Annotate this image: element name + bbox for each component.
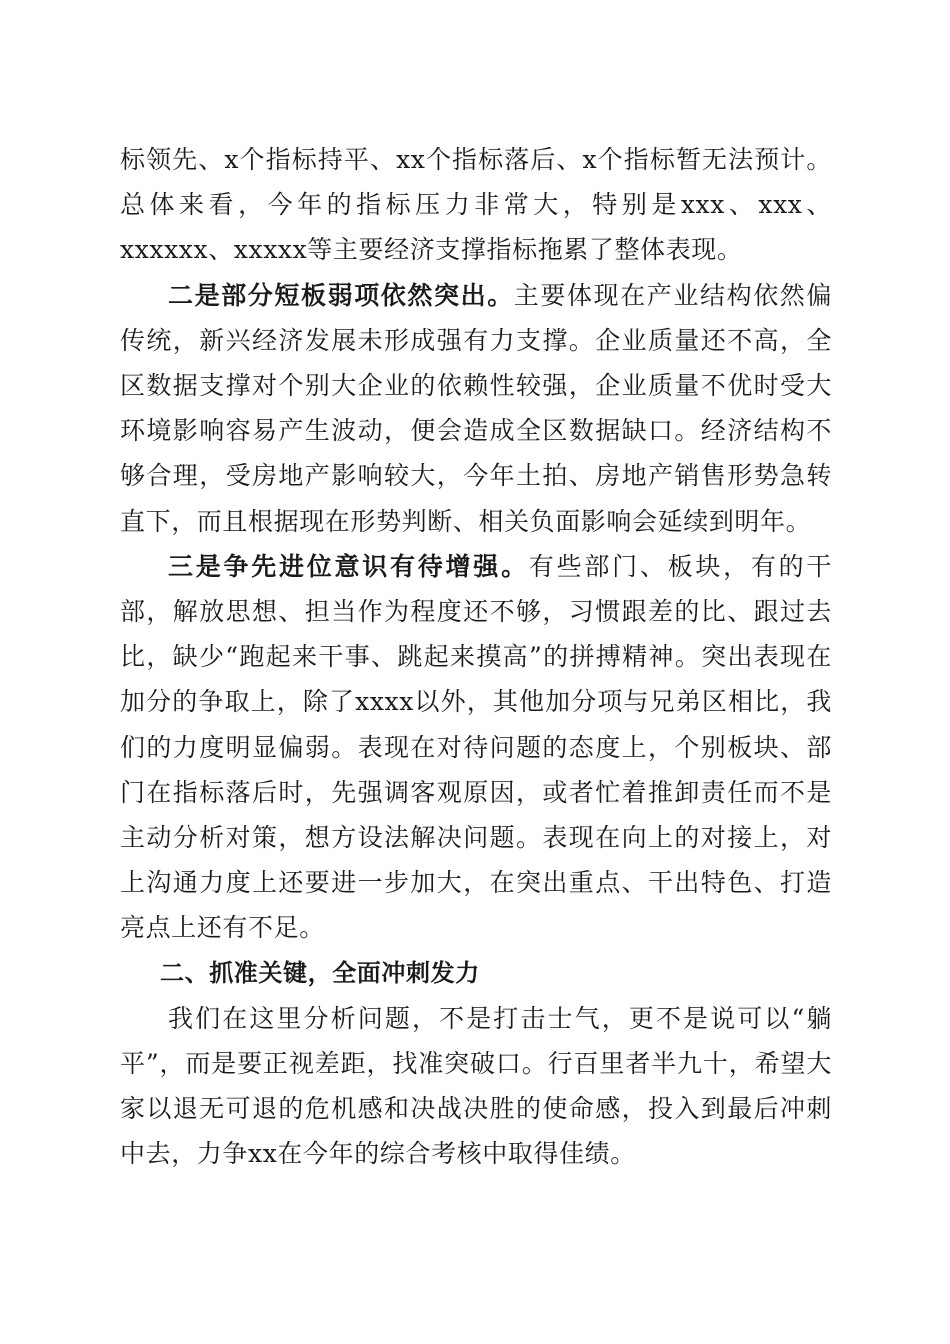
paragraph-point-two [120, 273, 832, 544]
document-body [120, 137, 832, 1177]
paragraph-point-three [120, 544, 832, 951]
paragraph-closing: 我们在这里分析问题，不是打击士气，更不是说可以“躺平”，而是要正视差距，找准突破口。行百里者半九十，希望大家以退无可退的危机感和决战决胜的使命感，投入到最后冲刺中去，力争xx在今年的综合考核中取得佳绩。 [120, 1003, 832, 1169]
paragraph-text: 标领先、x个指标持平、xx个指标落后、x个指标暂无法预计。总体来看，今年的指标压力非常大，特别是xxx、xxx、xxxxxx、xxxxx等主要经济支撑指标拖累了整体表现。 [120, 145, 832, 265]
paragraph-text: 主要体现在产业结构依然偏传统，新兴经济发展未形成强有力支撑。企业质量还不高，全区数据支撑对个别大企业的依赖性较强，企业质量不优时受大环境影响容易产生波动，便会造成全区数据缺口。经济结构不够合理，受房地产影响较大，今年土拍、房地产销售形势急转直下，而且根据现在形势判断、相关负面影响会延续到明年。 [120, 280, 832, 536]
paragraph-continuation [120, 137, 832, 273]
paragraph-lead: 二是部分短板弱项依然突出。 [168, 280, 514, 310]
paragraph-lead: 三是争先进位意识有待增强。 [168, 551, 529, 581]
section-heading: 二、抓准关键，全面冲刺发力 [160, 958, 480, 987]
paragraph-text: 有些部门、板块，有的干部，解放思想、担当作为程度还不够，习惯跟差的比、跟过去比，缺少“跑起来干事、跳起来摸高”的拼搏精神。突出表现在加分的争取上，除了xxxx以外，其他加分项与兄弟区相比，我们的力度明显偏弱。表现在对待问题的态度上，个别板块、部门在指标落后时，先强调客观原因，或者忙着推卸责任而不是主动分析对策，想方设法解决问题。表现在向上的对接上，对上沟通力度上还要进一步加大，在突出重点、干出特色、打造亮点上还有不足。 [120, 551, 832, 943]
